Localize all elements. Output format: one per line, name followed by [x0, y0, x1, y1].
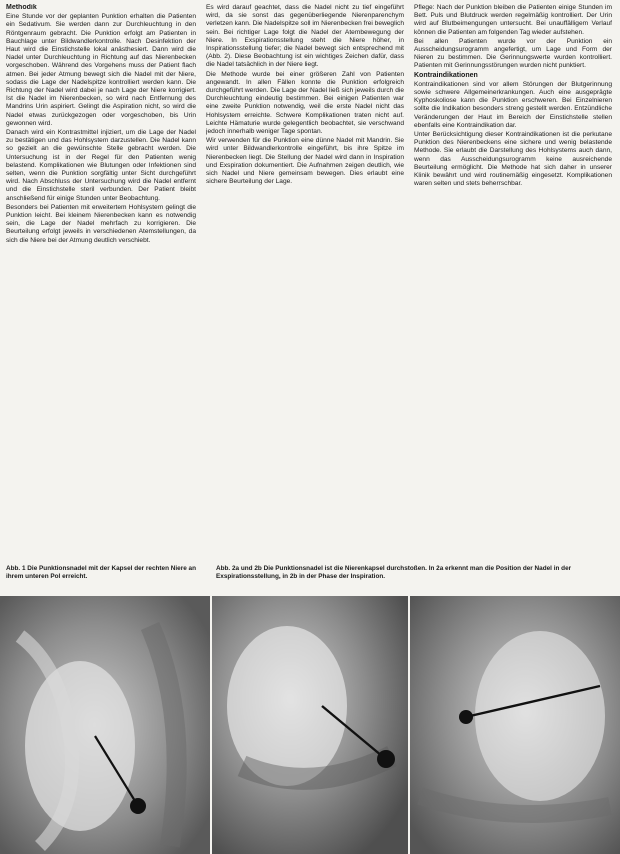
xray-image-2b	[410, 596, 620, 854]
section-heading: Methodik	[6, 4, 37, 11]
paragraph: Besonders bei Patienten mit erweitertem Hohlsystem gelingt die Punktion leicht. Bei kleinem Nierenbecken kann es notwendig sein, die Lage der Nadel mehrfach zu korrigieren. Die Beurteilung erfolgt jeweils in verschiedenen Atemstellungen, da sich die Niere bei der Atmung deutlich verschiebt.	[6, 203, 196, 244]
figure-1-caption: Abb. 1 Die Punktionsnadel mit der Kapsel der rechten Niere an ihrem unteren Pol erreicht.	[6, 565, 196, 580]
paragraph: Kontraindikationen sind vor allem Störungen der Blutgerinnung sowie schwere Allgemeinerkrankungen. Auch eine ausgeprägte Kyphoskoliose kann die Punktion erschweren. Bei Einzelnieren sollte die Indikation besonders streng gestellt werden. Entzündliche Veränderungen der Haut im Bereich der Einstichstelle stellen ebenfalls eine Kontraindikation dar.	[414, 80, 612, 129]
text-column-2	[206, 4, 404, 560]
paragraph: Es wird darauf geachtet, dass die Nadel nicht zu tief eingeführt wird, da sie sonst das gegenüberliegende Nierenparenchym verletzen kann. Die Nadelspitze soll im Nierenbecken frei beweglich sein. Bei richtiger Lage folgt die Nadel der Atembewegung der Niere. In Exspirationsstellung steht die Niere höher, in Inspirationsstellung tiefer; die Nadel bewegt sich entsprechend mit (Abb. 2). Diese Beobachtung ist ein wichtiges Zeichen dafür, dass die Nadel tatsächlich in der Niere liegt.	[206, 4, 404, 69]
paragraph: Bei allen Patienten wurde vor der Punktion ein Ausscheidungsurogramm angefertigt, um Lage und Form der Nieren zu bestimmen. Die Gerinnungswerte wurden kontrolliert. Patienten mit Gerinnungsstörungen wurden nicht punktiert.	[414, 37, 612, 70]
xray-image-1	[0, 596, 210, 854]
paragraph: Unter Berücksichtigung dieser Kontraindikationen ist die perkutane Punktion des Nierenbeckens eine sichere und wenig belastende Methode. Sie erlaubt die Darstellung des Hohlsystems auch dann, wenn das Ausscheidungsurogramm keine ausreichende Beurteilung ermöglicht. Die Methode hat sich daher in unserer Klinik bewährt und wird routinemäßig eingesetzt. Komplikationen waren selten und stets beherrschbar.	[414, 131, 612, 188]
paragraph: Pflege: Nach der Punktion bleiben die Patienten einige Stunden im Bett. Puls und Blutdruck werden regelmäßig kontrolliert. Der Urin wird auf Blutbeimengungen untersucht. Bei unauffälligem Verlauf können die Patienten am folgenden Tag wieder aufstehen.	[414, 4, 612, 36]
paragraph: Die Methode wurde bei einer größeren Zahl von Patienten angewandt. In allen Fällen konnte die Punktion erfolgreich durchgeführt werden. Die Lage der Nadel ließ sich jeweils durch die Durchleuchtung eindeutig bestimmen. Bei einigen Patienten war eine zweite Punktion notwendig, weil die erste Nadel nicht das Hohlsystem erreichte. Schwere Komplikationen traten nicht auf. Leichte Hämaturie wurde gelegentlich beobachtet, sie verschwand jedoch innerhalb weniger Tage spontan.	[206, 70, 404, 136]
xray-image-2a	[212, 596, 408, 854]
figure-2-caption: Abb. 2a und 2b Die Punktionsnadel ist die Nierenkapsel durchstoßen. In 2a erkennt man die Position der Nadel in der Exspirationsstellung, in 2b in der Phase der Inspiration.	[216, 565, 572, 580]
xray-figure-1	[0, 596, 210, 854]
paragraph: Wir verwenden für die Punktion eine dünne Nadel mit Mandrin. Sie wird unter Bildwandlerkontrolle eingeführt, bis ihre Spitze im Nierenbecken liegt. Die Stellung der Nadel wird dann in Inspiration und Exspiration dokumentiert. Die Aufnahmen zeigen deutlich, wie sich Nadel und Niere gemeinsam bewegen. Dies erlaubt eine sichere Beurteilung der Lage.	[206, 137, 404, 186]
section-heading: Kontraindikationen	[414, 71, 478, 79]
paragraph: Eine Stunde vor der geplanten Punktion erhalten die Patienten ein Sedativum. Sie werden dann zur Durchleuchtung in den Röntgenraum gebracht. Die Punktion erfolgt am Patienten in Bauchlage unter Bildwandlerkontrolle. Nach Desinfektion der Haut wird die Einstichstelle lokal anästhesiert. Dann wird die Nadel unter Durchleuchtung in Richtung auf das Nierenbecken vorgeschoben. Während des Vorgehens muss der Patient flach atmen. Bei jeder Atmung bewegt sich die Nadel mit der Niere, sodass die Lage der Nadelspitze kontrolliert werden kann. Die Richtung der Nadel wird dabei je nach Lage der Niere korrigiert. Ist die Nadel im Nierenbecken, so wird nach Entfernung des Mandrins Urin aspiriert. Gelingt die Aspiration nicht, so wird die Nadel etwas zurückgezogen oder vorgeschoben, bis Urin gewonnen wird.	[6, 13, 196, 127]
text-column-3	[414, 4, 612, 560]
paragraph: Danach wird ein Kontrastmittel injiziert, um die Lage der Nadel zu bestätigen und das Hohlsystem darzustellen. Die Nadel kann so gezielt an die gewünschte Stelle gebracht werden. Die Untersuchung ist in der Regel für den Patienten wenig belastend. Komplikationen wie Blutungen oder Infektionen sind selten, wenn die Punktion sorgfältig unter Sicht durchgeführt wird. Nach Abschluss der Untersuchung wird die Nadel entfernt und die Einstichstelle steril verbunden. Der Patient bleibt anschließend für einige Stunden unter Beobachtung.	[6, 129, 196, 202]
xray-figure-2b	[410, 596, 620, 854]
text-column-1	[6, 4, 196, 560]
xray-figure-2a	[212, 596, 408, 854]
